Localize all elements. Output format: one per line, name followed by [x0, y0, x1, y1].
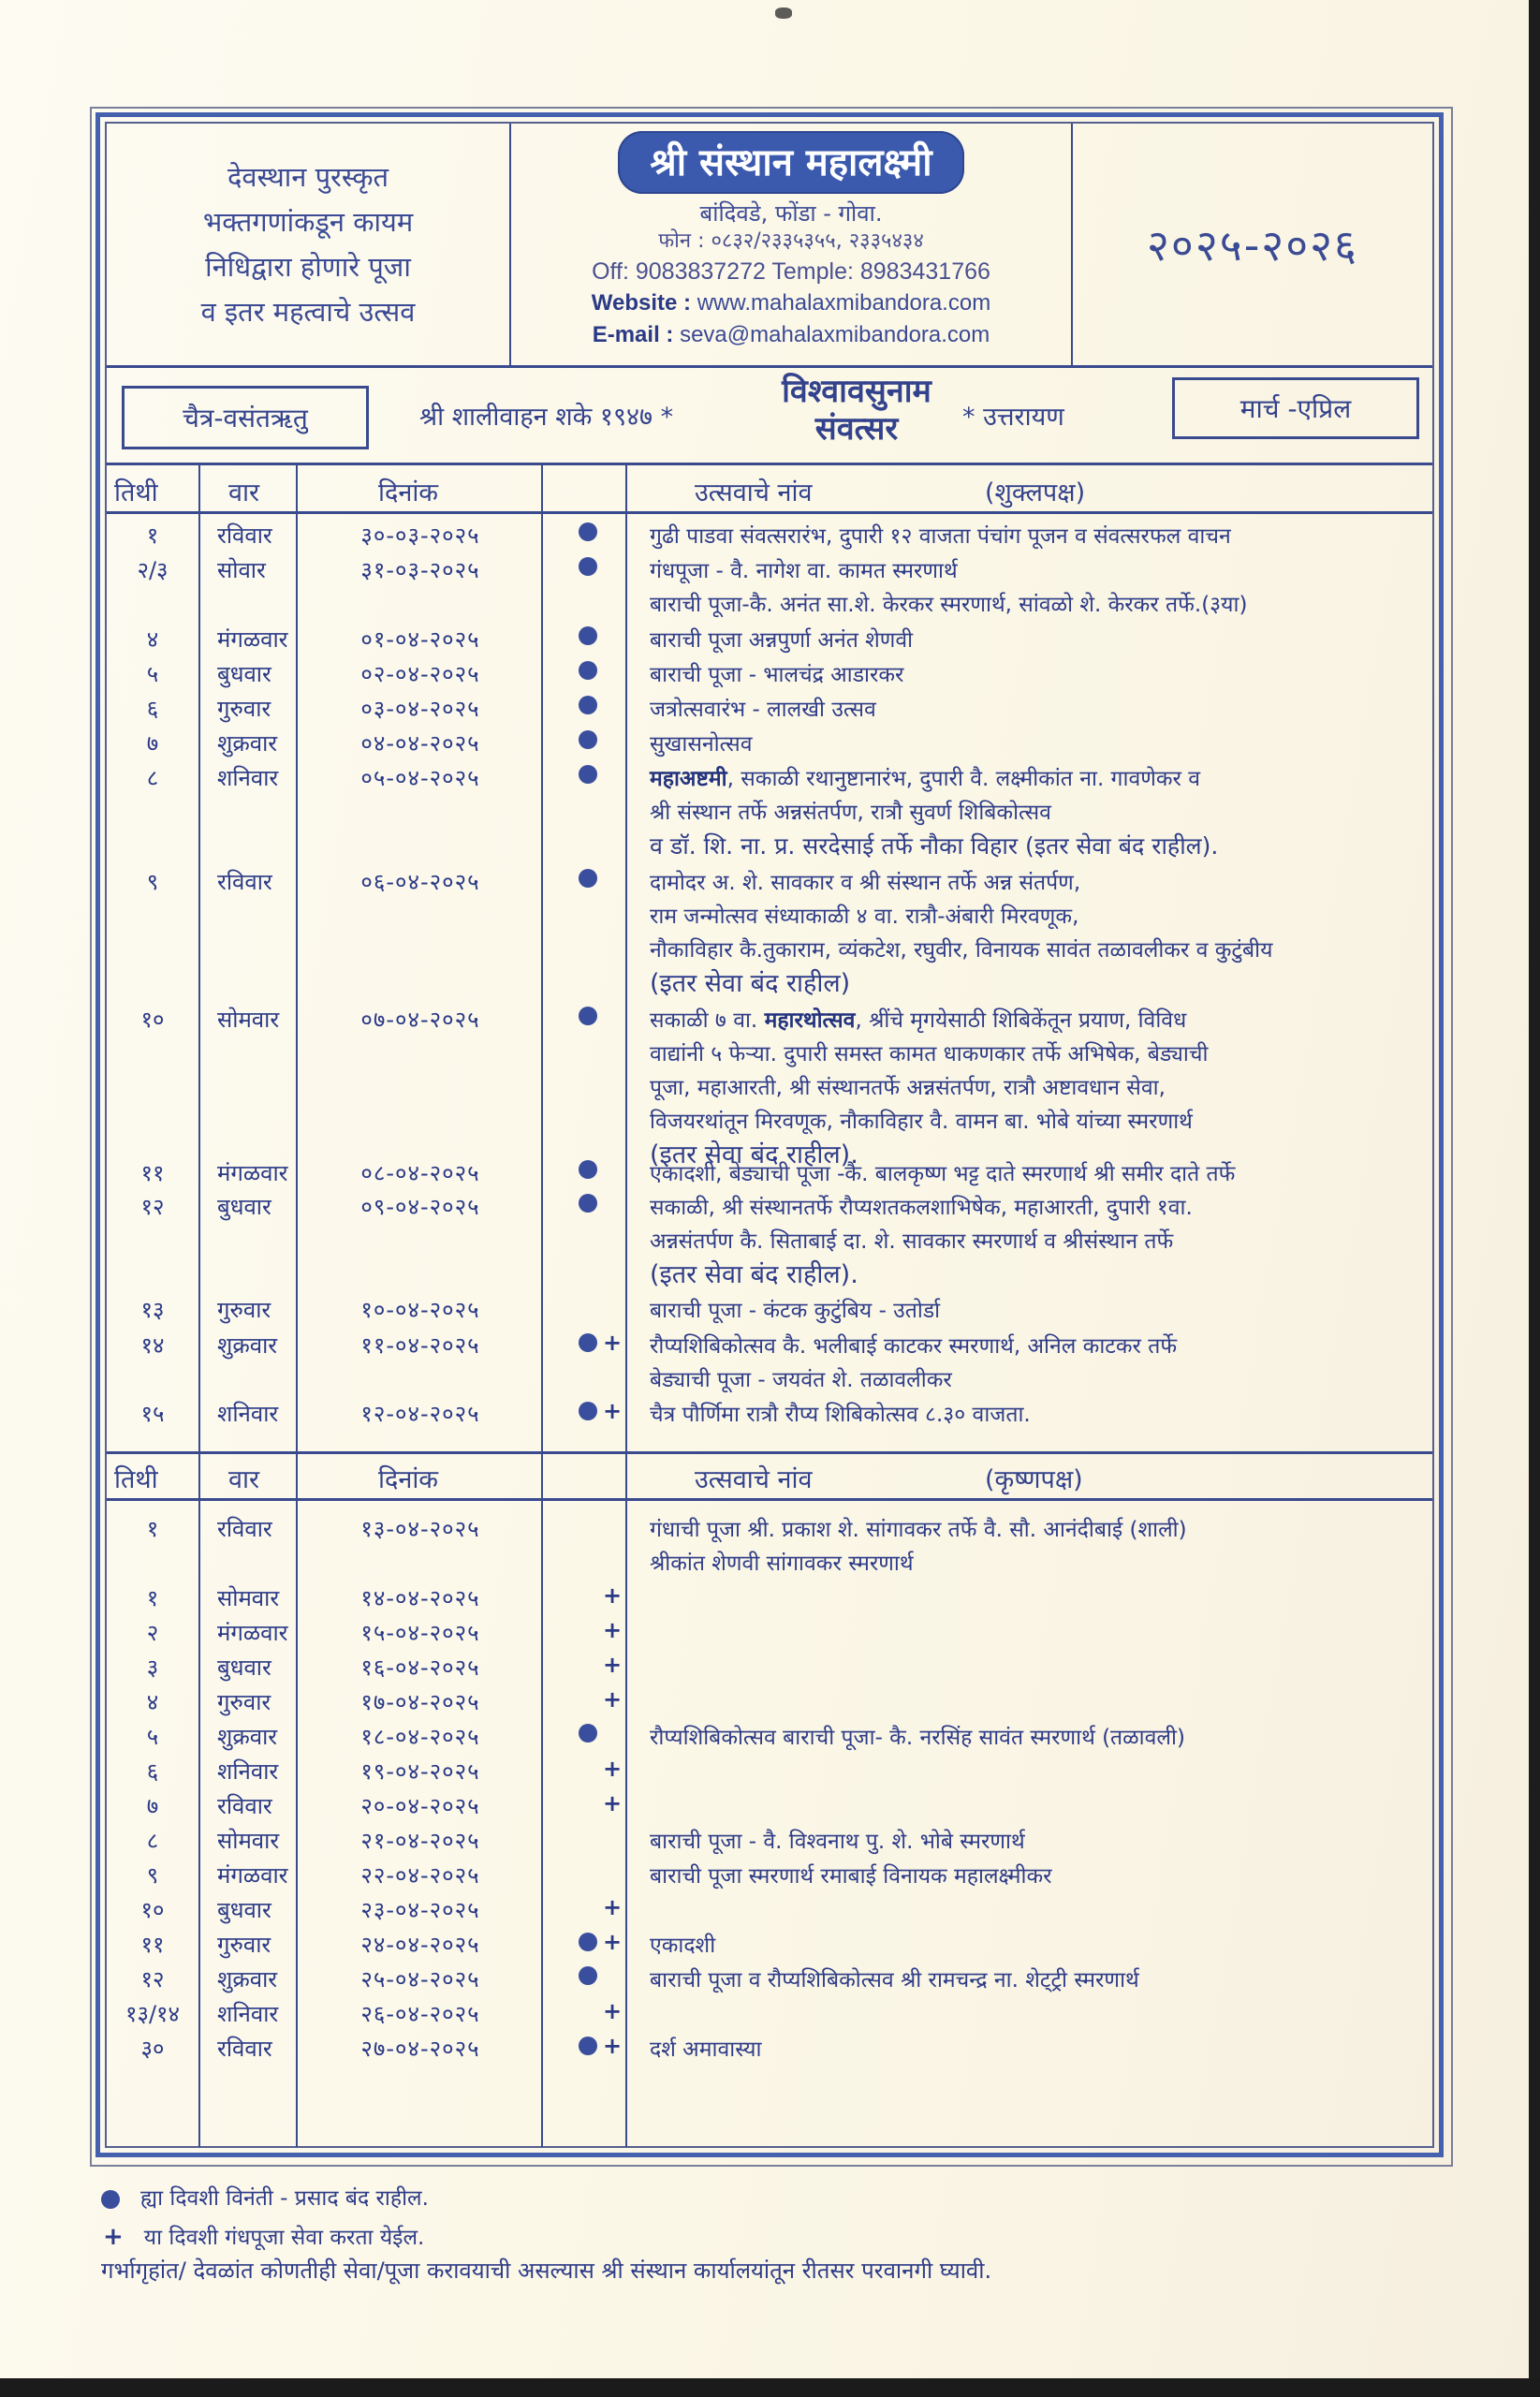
weekday-cell: मंगळवार: [217, 1160, 288, 1186]
plus-icon: +: [603, 1652, 623, 1678]
marker-cell: [573, 658, 629, 682]
date-cell: २६-०४-२०२५: [360, 2001, 480, 2027]
website-line: [511, 287, 1071, 319]
festival-description: [650, 866, 1540, 1001]
filled-circle-icon: [579, 1194, 597, 1213]
sponsor-line: देवस्थान पुरस्कृत: [227, 161, 389, 193]
tithi-cell: १४: [140, 1332, 165, 1359]
table-row: [107, 554, 1432, 617]
temple-phone: फोन : ०८३२/२३३५३५५, २३३५४३४: [658, 229, 924, 253]
description-line: नौकाविहार कै.तुकाराम, व्यंकटेश, रघुवीर, विनायक सावंत तळावलीकर व कुटुंबीय: [650, 938, 1273, 963]
filled-circle-icon: [579, 1724, 597, 1743]
description-line: बाराची पूजा-कै. अनंत सा.शे. केरकर स्मरणार्थ, सांवळो शे. केरकर तर्फे.(३या): [650, 593, 1248, 617]
date-cell: ०३-०४-२०२५: [360, 696, 480, 722]
weekday-cell: शनिवार: [217, 1401, 279, 1427]
festival-description: [650, 762, 1540, 863]
filled-circle-icon: [579, 1007, 597, 1025]
tithi-cell: ८: [146, 765, 159, 791]
divider: [107, 511, 1432, 514]
description-line: (इतर सेवा बंद राहील): [650, 969, 851, 998]
table-row: [107, 2033, 1432, 2066]
table-row: [107, 693, 1432, 727]
date-cell: २५-०४-२०२५: [360, 1966, 480, 1993]
header-utsav: उत्सवाचे नांव: [695, 1465, 813, 1494]
table-row: [107, 1157, 1432, 1191]
description-line: दर्श अमावास्या: [650, 2037, 762, 2062]
festival-description: [650, 624, 1540, 657]
table-row: [107, 1004, 1432, 1169]
weekday-cell: रविवार: [217, 2036, 272, 2062]
sponsor-line: निधिद्वारा होणारे पूजा: [205, 251, 411, 283]
description-text: , सकाळी रथानुष्टानारंभ, दुपारी वै. लक्ष्मीकांत ना. गावणेकर व: [726, 767, 1201, 791]
header-paksha-shukla: (शुक्लपक्ष): [985, 478, 1086, 507]
website-link[interactable]: www.mahalaxmibandora.com: [697, 290, 991, 316]
table-row: [107, 1756, 1432, 1789]
description-line: रौप्यशिबिकोत्सव कै. भलीबाई काटकर स्मरणार्थ, अनिल काटकर तर्फे: [650, 1334, 1178, 1359]
divider: [107, 463, 1432, 465]
weekday-cell: रविवार: [217, 522, 272, 549]
table-row: [107, 1963, 1432, 1997]
temple-address: बांदिवडे, फोंडा - गोवा.: [699, 200, 883, 227]
filled-circle-icon: [579, 765, 597, 784]
date-cell: १८-०४-२०२५: [360, 1724, 480, 1750]
table-row: [107, 1860, 1432, 1893]
months-box: मार्च -एप्रिल: [1172, 377, 1419, 439]
header-utsav: उत्सवाचे नांव: [695, 478, 813, 507]
filled-circle-icon: [101, 2190, 120, 2209]
description-line: [650, 762, 1540, 796]
tithi-cell: १: [146, 1516, 159, 1542]
date-cell: १६-०४-२०२५: [360, 1654, 480, 1681]
filled-circle-icon: [579, 1402, 597, 1420]
plus-icon: +: [603, 1998, 623, 2024]
festival-description: [650, 1513, 1540, 1581]
marker-cell: [573, 728, 629, 751]
filled-circle-icon: [579, 1933, 597, 1951]
date-cell: २७-०४-२०२५: [360, 2036, 480, 2062]
festival-description: [650, 1157, 1540, 1191]
date-cell: ३०-०३-२०२५: [360, 522, 480, 549]
tithi-cell: १: [146, 522, 159, 549]
tithi-cell: ९: [146, 869, 159, 895]
description-line: श्री संस्थान तर्फे अन्नसंतर्पण, रात्रौ सुवर्ण शिबिकोत्सव: [650, 801, 1051, 825]
description-line: व डॉ. शि. ना. प्र. सरदेसाई तर्फे नौका विहार (इतर सेवा बंद राहील).: [650, 832, 1219, 860]
marker-cell: [573, 1330, 629, 1356]
plus-icon: +: [603, 1582, 623, 1609]
weekday-cell: शुक्रवार: [217, 730, 278, 757]
plus-icon: +: [603, 1398, 623, 1424]
date-cell: ०८-०४-२०२५: [360, 1160, 480, 1186]
weekday-cell: शुक्रवार: [217, 1724, 278, 1750]
table-row: [107, 1330, 1432, 1392]
weekday-cell: रविवार: [217, 869, 272, 895]
table-row: [107, 1929, 1432, 1963]
festival-description: [650, 2033, 1540, 2066]
tithi-cell: १२: [140, 1966, 165, 1993]
filled-circle-icon: [579, 1966, 597, 1985]
description-line: [650, 1004, 1540, 1037]
weekday-cell: बुधवार: [217, 1194, 271, 1220]
legend-plus-text: या दिवशी गंधपूजा सेवा करता येईल.: [143, 2226, 425, 2250]
marker-cell: [573, 1004, 629, 1027]
date-cell: ०६-०४-२०२५: [360, 869, 480, 895]
divider: [107, 1498, 1432, 1501]
tithi-cell: ९: [146, 1862, 159, 1889]
tithi-cell: १३/१४: [125, 2001, 180, 2027]
marker-cell: [573, 624, 629, 647]
filled-circle-icon: [579, 2037, 597, 2055]
description-line: गंधपूजा - वै. नागेश वा. कामत स्मरणार्थ: [650, 559, 958, 583]
header-tithi: तिथी: [114, 1465, 158, 1494]
filled-circle-icon: [579, 1333, 597, 1352]
table-row: [107, 1721, 1432, 1755]
table-row: [107, 1998, 1432, 2032]
pin-hole-mark: [775, 7, 792, 19]
weekday-cell: रविवार: [217, 1516, 272, 1542]
date-cell: ११-०४-२०२५: [360, 1332, 480, 1359]
marker-cell: [573, 1686, 629, 1713]
description-line: श्रीकांत शेणवी सांगावकर स्मरणार्थ: [650, 1551, 914, 1576]
tithi-cell: १०: [140, 1007, 165, 1033]
weekday-cell: मंगळवार: [217, 626, 288, 653]
description-line: विजयरथांतून मिरवणूक, नौकाविहार वै. वामन बा. भोबे यांच्या स्मरणार्थ: [650, 1110, 1193, 1134]
tithi-cell: ५: [146, 661, 159, 687]
marker-cell: [573, 1790, 629, 1816]
description-text: , श्रींचे मृगयेसाठी शिबिकेंतून प्रयाण, विविध: [855, 1008, 1187, 1033]
marker-cell: [573, 520, 629, 543]
date-cell: २४-०४-२०२५: [360, 1932, 480, 1958]
date-cell: ०५-०४-२०२५: [360, 765, 480, 791]
festival-description: [650, 1004, 1540, 1172]
weekday-cell: मंगळवार: [217, 1862, 288, 1889]
tithi-cell: १: [146, 1585, 159, 1611]
table-row: [107, 1686, 1432, 1720]
date-cell: १५-०४-२०२५: [360, 1620, 480, 1646]
date-cell: २३-०४-२०२५: [360, 1897, 480, 1923]
festival-description: [650, 1963, 1540, 1997]
marker-cell: [573, 1513, 629, 1537]
table-row: [107, 1513, 1432, 1576]
tithi-cell: ५: [146, 1724, 159, 1750]
marker-cell: [573, 1191, 629, 1214]
date-cell: १३-०४-२०२५: [360, 1516, 480, 1542]
description-line: बाराची पूजा व रौप्यशिबिकोत्सव श्री रामचन्द्र ना. शेट्ट्री स्मरणार्थ: [650, 1968, 1139, 1993]
description-line: एकादशी: [650, 1934, 716, 1958]
table-row: [107, 866, 1432, 998]
description-line: (इतर सेवा बंद राहील).: [650, 1260, 858, 1289]
marker-cell: [573, 1929, 629, 1955]
tithi-cell: २: [146, 1620, 159, 1646]
description-line: वाद्यांनी ५ फेऱ्या. दुपारी समस्त कामत धाकणकार तर्फे अभिषेक, बेड्याची: [650, 1042, 1209, 1066]
filled-circle-icon: [579, 557, 597, 576]
header-dinank: दिनांक: [378, 1465, 439, 1494]
temple-title-banner: श्री संस्थान महालक्ष्मी: [618, 131, 963, 194]
description-line: गुढी पाडवा संवत्सरारंभ, दुपारी १२ वाजता पंचांग पूजन व संवत्सरफल वाचन: [650, 524, 1231, 549]
date-cell: ०१-०४-२०२५: [360, 626, 480, 653]
marker-cell: [573, 866, 629, 890]
description-line: बाराची पूजा - वै. विश्वनाथ पु. शे. भोबे स्मरणार्थ: [650, 1830, 1025, 1854]
date-cell: २२-०४-२०२५: [360, 1862, 480, 1889]
festival-description: [650, 554, 1540, 622]
table-row: [107, 1398, 1432, 1432]
tithi-cell: १२: [140, 1194, 165, 1220]
table-row: [107, 1790, 1432, 1824]
plus-icon: +: [603, 1686, 623, 1713]
filled-circle-icon: [579, 1160, 597, 1179]
table-row: [107, 1582, 1432, 1616]
samvatsar-line: संवत्सर: [814, 410, 899, 448]
header-dinank: दिनांक: [378, 478, 439, 507]
festival-description: [650, 1398, 1540, 1432]
date-cell: ३१-०३-२०२५: [360, 557, 480, 583]
table-row: [107, 1617, 1432, 1651]
date-cell: २०-०४-२०२५: [360, 1793, 480, 1819]
plus-icon: +: [603, 1756, 623, 1782]
weekday-cell: शनिवार: [217, 1758, 279, 1785]
filled-circle-icon: [579, 696, 597, 714]
date-cell: १२-०४-२०२५: [360, 1401, 480, 1427]
weekday-cell: सोमवार: [217, 1585, 280, 1611]
divider: [107, 365, 1432, 368]
festival-description: [650, 1294, 1540, 1328]
table-row: [107, 1294, 1432, 1328]
description-line: सुखासनोत्सव: [650, 732, 753, 757]
weekday-cell: बुधवार: [217, 661, 271, 687]
samvatsar-line: विश्वावसुनाम: [782, 373, 931, 410]
table-row: [107, 762, 1432, 860]
email-label: E-mail :: [592, 322, 674, 347]
tithi-cell: ६: [146, 1758, 159, 1785]
weekday-cell: सोवार: [217, 557, 266, 583]
festival-description: [650, 693, 1540, 727]
marker-cell: [573, 762, 629, 786]
plus-icon: +: [603, 1790, 623, 1816]
description-line: एकादशी, बेड्याची पूजा -कै. बालकृष्ण भट्ट दाते स्मरणार्थ श्री समीर दाते तर्फे: [650, 1162, 1236, 1186]
description-line: पूजा, महाआरती, श्री संस्थानतर्फे अन्नसंतर्पण, रात्रौ अष्टावधान सेवा,: [650, 1076, 1166, 1100]
tithi-cell: ४: [146, 1689, 159, 1715]
date-cell: १०-०४-२०२५: [360, 1297, 480, 1323]
weekday-cell: शनिवार: [217, 2001, 279, 2027]
tithi-cell: १३: [140, 1297, 165, 1323]
header-var: वार: [228, 478, 260, 507]
tithi-cell: ४: [146, 626, 159, 653]
festival-description: [650, 658, 1540, 692]
weekday-cell: सोमवार: [217, 1828, 280, 1854]
weekday-cell: मंगळवार: [217, 1620, 288, 1646]
email-line: [511, 319, 1071, 351]
festival-description: [650, 1929, 1540, 1963]
plus-icon: +: [603, 1894, 623, 1920]
marker-cell: [573, 1756, 629, 1782]
tithi-cell: १०: [140, 1897, 165, 1923]
table-row: [107, 1652, 1432, 1685]
marker-cell: [573, 1294, 629, 1317]
table-row: [107, 520, 1432, 553]
table-row: [107, 728, 1432, 761]
description-prefix: सकाळी ७ वा.: [650, 1008, 765, 1033]
table-row: [107, 1894, 1432, 1928]
weekday-cell: शुक्रवार: [217, 1966, 278, 1993]
legend-dot: [101, 2182, 429, 2212]
marker-cell: [573, 1617, 629, 1643]
year-range: २०२५-२०२६: [1147, 220, 1358, 271]
tithi-cell: ६: [146, 696, 159, 722]
permission-note: गर्भागृहांत/ देवळांत कोणतीही सेवा/पूजा करावयाची असल्यास श्री संस्थान कार्यालयांतून रीतसर परवानगी घ्यावी.: [101, 2257, 992, 2284]
description-line: राम जन्मोत्सव संध्याकाळी ४ वा. रात्रौ-अंबारी मिरवणूक,: [650, 904, 1079, 929]
filled-circle-icon: [579, 522, 597, 541]
date-cell: ०४-०४-२०२५: [360, 730, 480, 757]
marker-cell: [573, 1894, 629, 1920]
plus-icon: +: [603, 1929, 623, 1955]
tithi-cell: ७: [146, 730, 159, 757]
festival-description: [650, 728, 1540, 761]
date-cell: २१-०४-२०२५: [360, 1828, 480, 1854]
ayan-label: * उत्तरायण: [962, 403, 1064, 432]
samvatsar-name: [758, 373, 955, 448]
weekday-cell: गुरुवार: [217, 1932, 271, 1958]
marker-cell: [573, 554, 629, 578]
email-link[interactable]: seva@mahalaxmibandora.com: [680, 322, 990, 347]
header-paksha-krishna: (कृष्णपक्ष): [985, 1465, 1083, 1494]
date-cell: १९-०४-२०२५: [360, 1758, 480, 1785]
legend-dot-text: ह्या दिवशी विनंती - प्रसाद बंद राहील.: [140, 2186, 429, 2211]
festival-highlight: महाअष्टमी: [650, 767, 727, 791]
website-label: Website :: [591, 290, 692, 316]
festival-description: [650, 520, 1540, 553]
header-temple-block: [511, 124, 1073, 365]
tithi-cell: ८: [146, 1828, 159, 1854]
table-row: [107, 1825, 1432, 1859]
weekday-cell: बुधवार: [217, 1654, 271, 1681]
festival-description: [650, 1191, 1540, 1292]
backdrop-edge-bottom: [0, 2378, 1540, 2397]
shaka-year: श्री शालीवाहन शके १९४७ *: [419, 403, 674, 432]
plus-icon: +: [603, 1617, 623, 1643]
plus-icon: +: [603, 2033, 623, 2059]
weekday-cell: गुरुवार: [217, 696, 271, 722]
description-line: रौप्यशिबिकोत्सव बाराची पूजा- कै. नरसिंह सावंत स्मरणार्थ (तळावली): [650, 1726, 1185, 1750]
description-line: (इतर सेवा बंद राहील).: [650, 1140, 858, 1169]
date-cell: १७-०४-२०२५: [360, 1689, 480, 1715]
marker-cell: [573, 693, 629, 716]
sponsor-line: व इतर महत्वाचे उत्सव: [200, 296, 416, 328]
weekday-cell: बुधवार: [217, 1897, 271, 1923]
festival-description: [650, 1860, 1540, 1893]
description-line: बाराची पूजा - कंटक कुटुंबिय - उतोर्डा: [650, 1299, 941, 1323]
table-row: [107, 658, 1432, 692]
divider: [107, 1451, 1432, 1454]
festival-description: [650, 1721, 1540, 1755]
marker-cell: [573, 1825, 629, 1848]
festival-description: [650, 1330, 1540, 1397]
date-cell: ०७-०४-२०२५: [360, 1007, 480, 1033]
tithi-cell: ३०: [140, 2036, 165, 2062]
weekday-cell: शनिवार: [217, 765, 279, 791]
description-line: जत्रोत्सवारंभ - लालखी उत्सव: [650, 698, 876, 722]
filled-circle-icon: [579, 869, 597, 888]
tithi-cell: ११: [140, 1932, 165, 1958]
festival-description: [650, 1825, 1540, 1859]
filled-circle-icon: [579, 661, 597, 680]
date-cell: ०९-०४-२०२५: [360, 1194, 480, 1220]
plus-icon: +: [103, 2223, 124, 2251]
office-temple-phone: Off: 9083837272 Temple: 8983431766: [592, 258, 990, 285]
weekday-cell: सोमवार: [217, 1007, 280, 1033]
description-line: सकाळी, श्री संस्थानतर्फे रौप्यशतकलशाभिषेक, महाआरती, दुपारी १वा.: [650, 1196, 1193, 1220]
season-box: चैत्र-वसंतऋतु: [122, 386, 369, 449]
date-cell: ०२-०४-२०२५: [360, 661, 480, 687]
legend-plus: [101, 2221, 424, 2251]
tithi-cell: २/३: [137, 557, 169, 583]
weekday-cell: गुरुवार: [217, 1297, 271, 1323]
marker-cell: [573, 1398, 629, 1424]
description-line: चैत्र पौर्णिमा रात्रौ रौप्य शिबिकोत्सव ८.३० वाजता.: [650, 1403, 1031, 1427]
description-line: बाराची पूजा स्मरणार्थ रमाबाई विनायक महालक्ष्मीकर: [650, 1864, 1052, 1889]
tithi-cell: ११: [140, 1160, 165, 1186]
header-tithi: तिथी: [114, 478, 158, 507]
marker-cell: [573, 1721, 629, 1744]
plus-icon: +: [603, 1330, 623, 1356]
header-var: वार: [228, 1465, 260, 1494]
marker-cell: [573, 1998, 629, 2024]
description-line: बाराची पूजा - भालचंद्र आडारकर: [650, 663, 904, 687]
marker-cell: [573, 1963, 629, 1987]
tithi-cell: ३: [146, 1654, 159, 1681]
weekday-cell: गुरुवार: [217, 1689, 271, 1715]
weekday-cell: शुक्रवार: [217, 1332, 278, 1359]
table-row: [107, 1191, 1432, 1289]
marker-cell: [573, 1157, 629, 1181]
date-cell: १४-०४-२०२५: [360, 1585, 480, 1611]
description-line: गंधाची पूजा श्री. प्रकाश शे. सांगावकर तर्फे वै. सौ. आनंदीबाई (शाली): [650, 1518, 1187, 1542]
sponsor-line: भक्तगणांकडून कायम: [202, 206, 414, 238]
tithi-cell: ७: [146, 1793, 159, 1819]
filled-circle-icon: [579, 626, 597, 645]
description-line: बाराची पूजा अन्नपुर्णा अनंत शेणवी: [650, 628, 914, 653]
description-line: अन्नसंतर्पण कै. सिताबाई दा. शे. सावकार स्मरणार्थ व श्रीसंस्थान तर्फे: [650, 1229, 1174, 1254]
marker-cell: [573, 1652, 629, 1678]
festival-highlight: महारथोत्सव: [764, 1008, 856, 1033]
marker-cell: [573, 1860, 629, 1883]
description-line: दामोदर अ. शे. सावकार व श्री संस्थान तर्फे अन्न संतर्पण,: [650, 871, 1081, 895]
filled-circle-icon: [579, 730, 597, 749]
marker-cell: [573, 2033, 629, 2059]
marker-cell: [573, 1582, 629, 1609]
tithi-cell: १५: [140, 1401, 165, 1427]
weekday-cell: रविवार: [217, 1793, 272, 1819]
table-row: [107, 624, 1432, 657]
description-line: बेड्याची पूजा - जयवंत शे. तळावलीकर: [650, 1368, 952, 1392]
header-sponsor-block: [107, 124, 511, 365]
